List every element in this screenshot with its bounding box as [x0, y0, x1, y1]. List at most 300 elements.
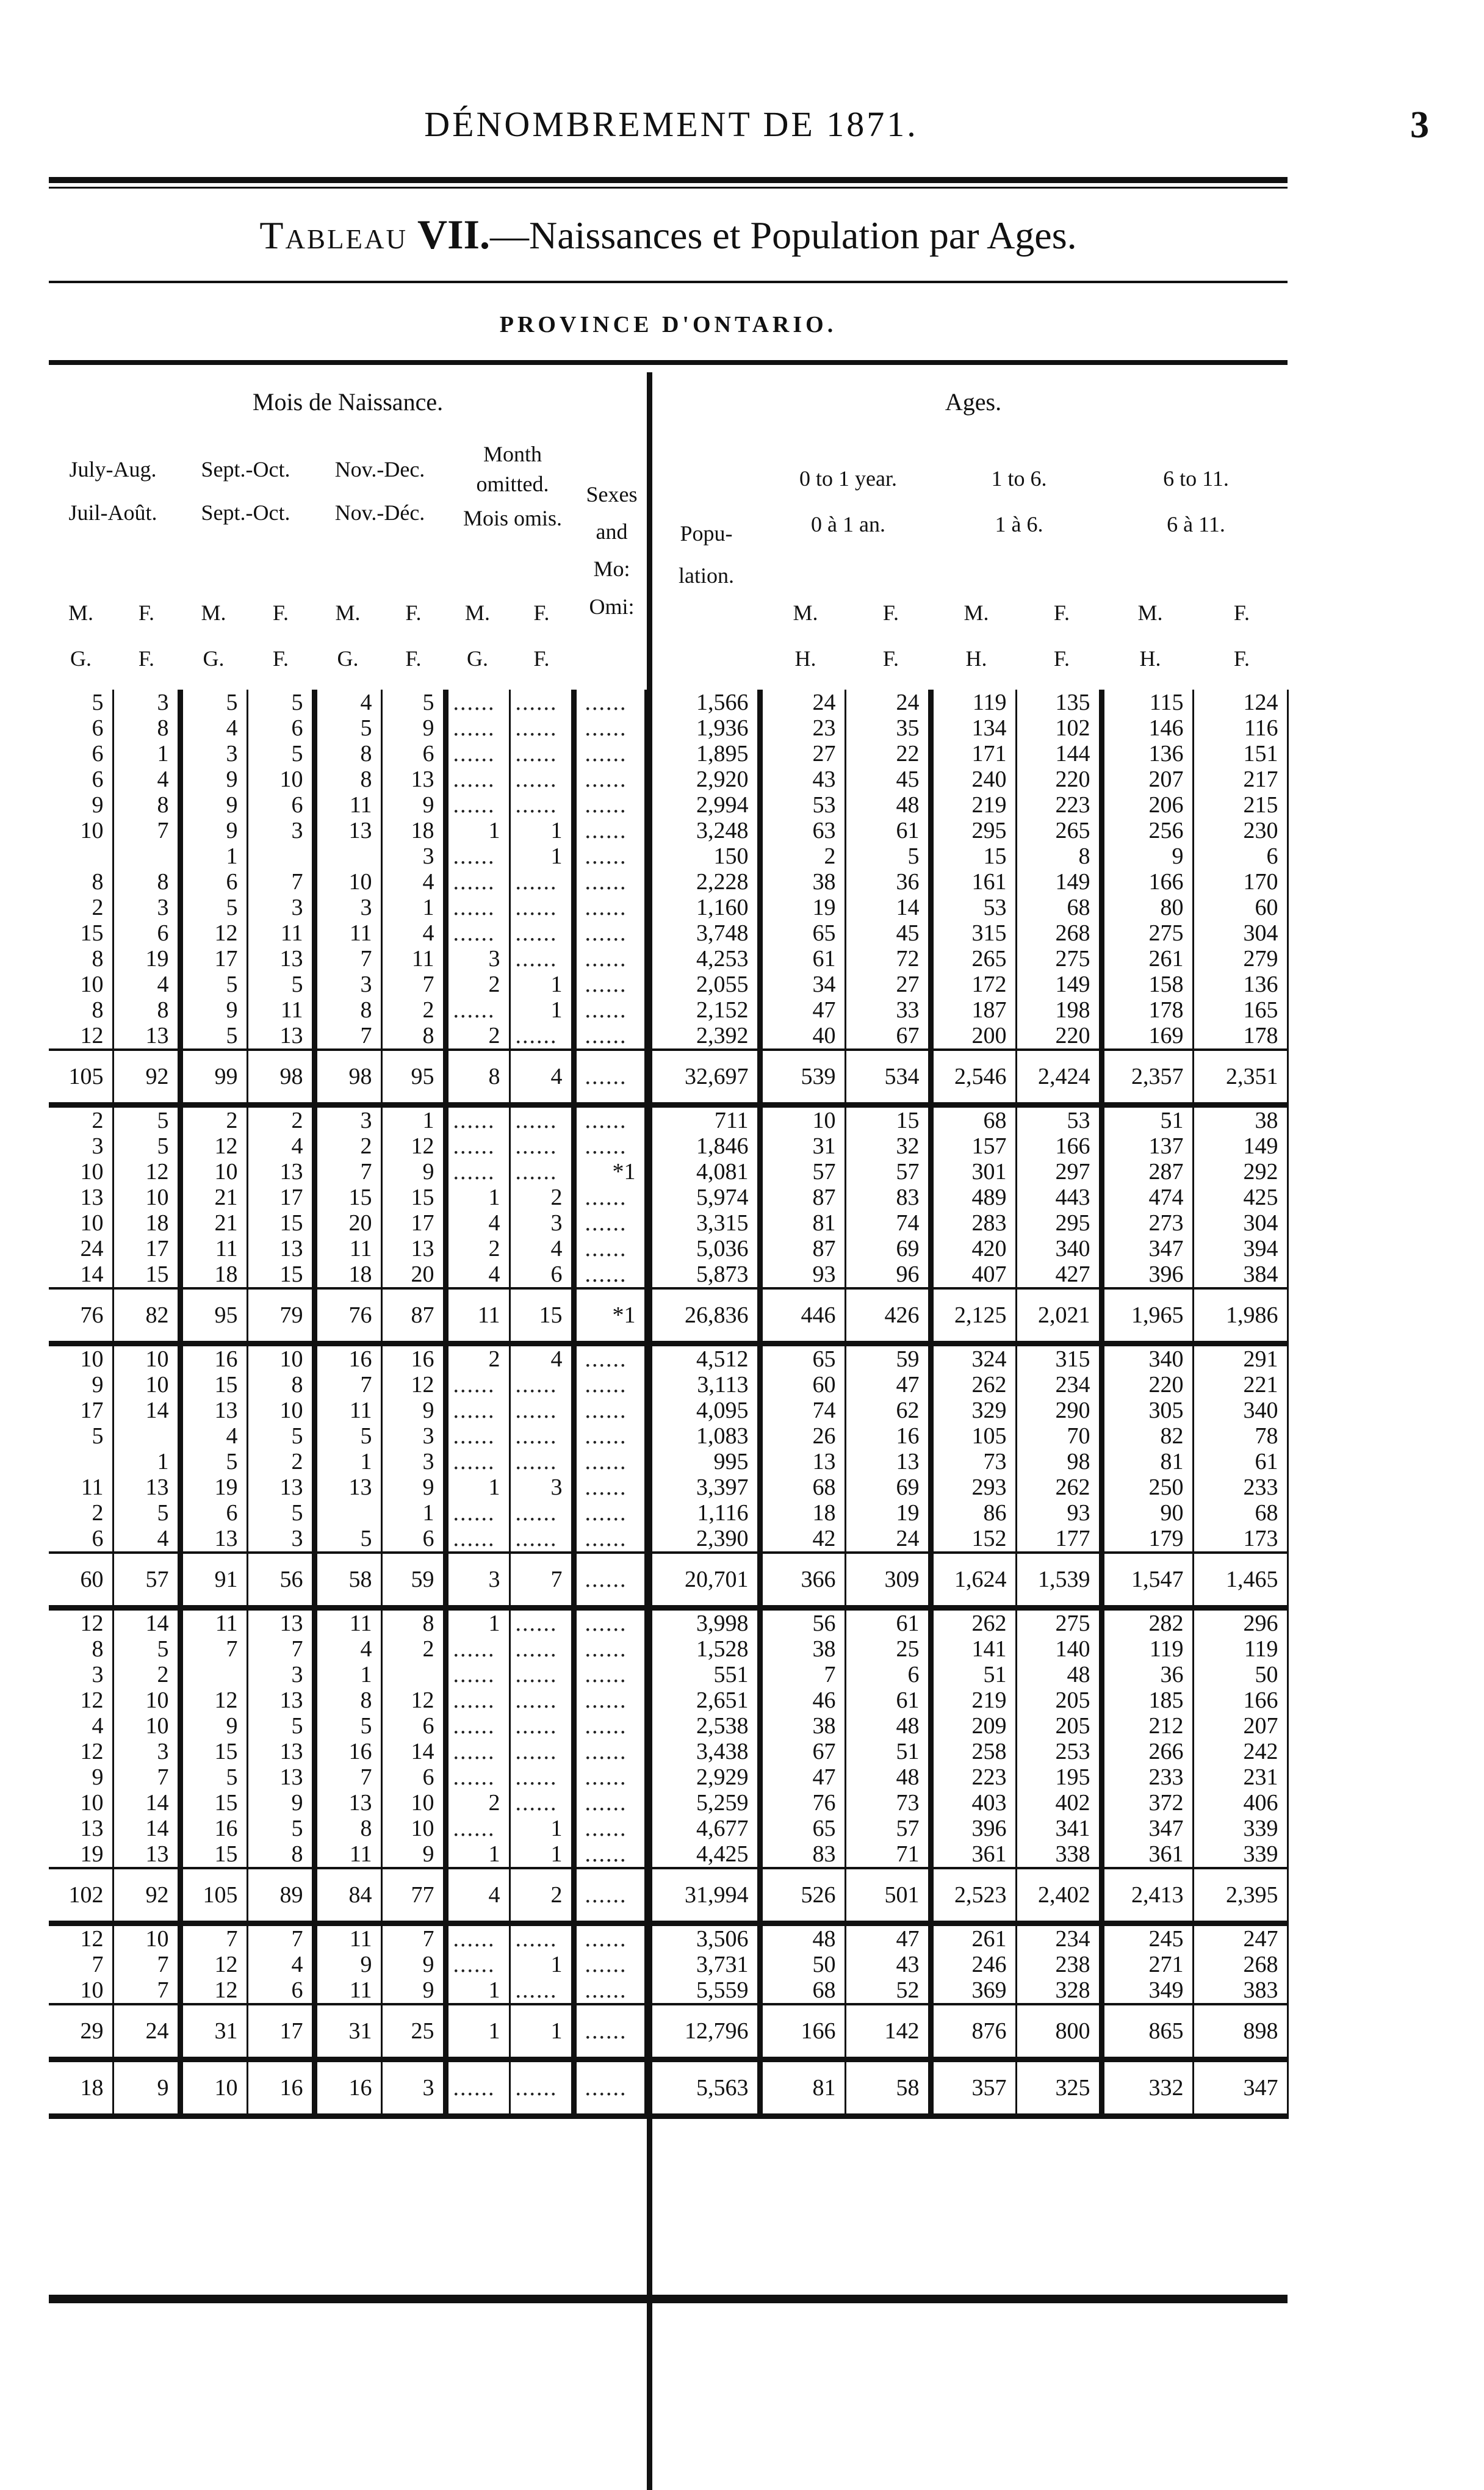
table-cell: 4	[113, 767, 180, 792]
birth-months-label: Mois de Naissance.	[252, 388, 444, 416]
running-title: DÉNOMBREMENT DE 1871.	[424, 104, 918, 144]
table-cell: 8	[113, 997, 180, 1023]
table-cell: ......	[574, 1526, 647, 1553]
table-cell: 2	[247, 1449, 314, 1474]
table-cell: 3	[445, 1553, 510, 1608]
table-cell: 61	[845, 1687, 931, 1713]
table-cell: 5	[247, 1816, 314, 1841]
table-cell: 15	[113, 1261, 180, 1288]
table-cell: 539	[760, 1050, 845, 1105]
table-cell: 80	[1101, 895, 1193, 920]
table-cell: 18	[180, 1261, 247, 1288]
table-cell: 357	[931, 2060, 1016, 2116]
table-cell: 4,677	[647, 1816, 760, 1841]
table-cell: 443	[1016, 1185, 1101, 1210]
table-cell: 6	[381, 1526, 445, 1553]
table-cell: 3	[314, 1105, 381, 1134]
table-cell: 297	[1016, 1159, 1101, 1185]
table-row	[49, 1159, 1288, 1185]
table-cell: 1	[180, 843, 247, 869]
table-cell: 9	[381, 792, 445, 818]
table-cell: 93	[1016, 1500, 1101, 1526]
head-omitted: Month omitted. Mois omis.	[463, 442, 563, 531]
table-cell: 185	[1101, 1687, 1193, 1713]
table-cell: 13	[314, 818, 381, 843]
table-cell: 2	[510, 1868, 574, 1924]
table-cell: 11	[381, 946, 445, 972]
province-heading: PROVINCE D'ONTARIO.	[499, 312, 837, 337]
table-cell: 3,998	[647, 1608, 760, 1637]
table-cell: 12	[381, 1687, 445, 1713]
table-cell: 10	[49, 818, 113, 843]
table-cell: 24	[49, 1236, 113, 1261]
table-cell: 173	[1193, 1526, 1288, 1553]
table-cell: 60	[49, 1553, 113, 1608]
table-cell: 12	[180, 1687, 247, 1713]
table-cell: ......	[574, 690, 647, 715]
table-cell: 4	[314, 690, 381, 715]
total-row	[49, 2004, 1288, 2060]
table-cell: 4	[510, 1344, 574, 1373]
table-cell: 328	[1016, 1977, 1101, 2004]
table-cell: 69	[845, 1474, 931, 1500]
table-cell: 247	[1193, 1924, 1288, 1952]
table-row	[49, 1105, 1288, 1134]
table-cell: ......	[574, 895, 647, 920]
table-cell: 340	[1193, 1398, 1288, 1423]
table-cell: 5	[180, 895, 247, 920]
table-cell: ......	[445, 843, 510, 869]
table-cell: 1,846	[647, 1133, 760, 1159]
table-cell: 11	[247, 997, 314, 1023]
table-cell: 403	[931, 1790, 1016, 1816]
table-cell: 12	[180, 1977, 247, 2004]
table-row	[49, 1816, 1288, 1841]
table-row	[49, 997, 1288, 1023]
table-row	[49, 1210, 1288, 1236]
table-cell: 7	[113, 818, 180, 843]
table-cell: 5	[113, 1636, 180, 1662]
table-cell: 4	[381, 869, 445, 895]
table-cell: 501	[845, 1868, 931, 1924]
total-row	[49, 1868, 1288, 1924]
table-cell: 74	[845, 1210, 931, 1236]
table-cell: 78	[1193, 1423, 1288, 1449]
table-row	[49, 1449, 1288, 1474]
table-cell: 1,465	[1193, 1553, 1288, 1608]
table-cell: 98	[314, 1050, 381, 1105]
table-cell: 2,424	[1016, 1050, 1101, 1105]
table-cell: 2,523	[931, 1868, 1016, 1924]
table-cell: 18	[381, 818, 445, 843]
table-cell: 90	[1101, 1500, 1193, 1526]
table-cell: ......	[510, 690, 574, 715]
table-cell: 261	[931, 1924, 1016, 1952]
table-cell: 2,651	[647, 1687, 760, 1713]
table-cell: 8	[314, 1687, 381, 1713]
table-cell: 384	[1193, 1261, 1288, 1288]
table-cell: 9	[381, 1159, 445, 1185]
table-cell: ......	[574, 1952, 647, 1977]
table-cell: 230	[1193, 818, 1288, 843]
table-cell: 47	[760, 997, 845, 1023]
table-cell: 4	[381, 920, 445, 946]
table-cell: 5	[845, 843, 931, 869]
table-cell: 51	[1101, 1105, 1193, 1134]
table-cell: ......	[510, 1372, 574, 1398]
table-cell: 151	[1193, 741, 1288, 767]
table-cell: 7	[247, 869, 314, 895]
table-cell: 283	[931, 1210, 1016, 1236]
table-cell: 161	[931, 869, 1016, 895]
table-cell: 551	[647, 1662, 760, 1687]
table-cell: 2	[445, 1236, 510, 1261]
table-row	[49, 792, 1288, 818]
table-cell: 10	[760, 1105, 845, 1134]
table-cell: 32	[845, 1133, 931, 1159]
table-cell: 4	[49, 1713, 113, 1739]
table-cell: 7	[510, 1553, 574, 1608]
table-cell: 141	[931, 1636, 1016, 1662]
table-cell: ......	[574, 1398, 647, 1423]
table-cell: 8	[314, 1816, 381, 1841]
table-cell: 9	[381, 715, 445, 741]
table-cell: 67	[845, 1023, 931, 1050]
table-cell: ......	[445, 1159, 510, 1185]
table-cell: 31	[314, 2004, 381, 2060]
table-cell: ......	[510, 1398, 574, 1423]
table-cell: 5	[381, 690, 445, 715]
table-cell: 2,351	[1193, 1050, 1288, 1105]
table-cell: 62	[845, 1398, 931, 1423]
sex-head-age-4: M. H.	[1137, 601, 1163, 671]
table-cell: 7	[49, 1952, 113, 1977]
table-cell: 273	[1101, 1210, 1193, 1236]
table-cell: 15	[931, 843, 1016, 869]
top-rule-thin	[49, 187, 1288, 189]
table-cell: 4	[510, 1236, 574, 1261]
table-cell: 57	[113, 1553, 180, 1608]
table-cell: 1,083	[647, 1423, 760, 1449]
table-cell: ......	[445, 1636, 510, 1662]
total-row	[49, 1553, 1288, 1608]
table-cell: 2,402	[1016, 1868, 1101, 1924]
table-cell: 295	[1016, 1210, 1101, 1236]
table-cell: ......	[445, 792, 510, 818]
table-cell: 7	[381, 972, 445, 997]
table-cell: 2	[445, 1344, 510, 1373]
table-cell: 12	[49, 1739, 113, 1764]
table-cell: 5	[247, 741, 314, 767]
table-cell: 47	[845, 1372, 931, 1398]
table-cell: 10	[49, 1344, 113, 1373]
table-cell: 19	[760, 895, 845, 920]
table-cell: 116	[1193, 715, 1288, 741]
table-cell: 61	[845, 818, 931, 843]
table-cell: 12	[180, 1133, 247, 1159]
table-cell: 4	[445, 1261, 510, 1288]
table-cell: 15	[49, 920, 113, 946]
table-cell: 361	[931, 1841, 1016, 1868]
table-cell: 2	[113, 1662, 180, 1687]
table-cell: ......	[510, 1662, 574, 1687]
table-cell: 394	[1193, 1236, 1288, 1261]
table-cell: 291	[1193, 1344, 1288, 1373]
table-cell: 212	[1101, 1713, 1193, 1739]
table-cell: 2,390	[647, 1526, 760, 1553]
table-row	[49, 767, 1288, 792]
table-cell: 149	[1193, 1133, 1288, 1159]
table-cell: 6	[180, 1500, 247, 1526]
table-cell: 3,506	[647, 1924, 760, 1952]
table-cell: 38	[760, 1636, 845, 1662]
table-cell: 178	[1193, 1023, 1288, 1050]
table-cell: ......	[574, 741, 647, 767]
table-cell: 4	[445, 1210, 510, 1236]
table-cell: 14	[381, 1739, 445, 1764]
table-cell: 7	[381, 1924, 445, 1952]
table-cell: 258	[931, 1739, 1016, 1764]
table-cell: 11	[180, 1236, 247, 1261]
table-cell: 36	[1101, 1662, 1193, 1687]
sex-head-birth-2: M. G.	[201, 601, 226, 671]
table-cell: 99	[180, 1050, 247, 1105]
table-cell: 48	[845, 1764, 931, 1790]
table-cell: 65	[760, 1816, 845, 1841]
table-cell: 17	[381, 1210, 445, 1236]
table-cell: 2	[49, 1500, 113, 1526]
table-cell: 87	[760, 1185, 845, 1210]
table-cell: 5	[113, 1105, 180, 1134]
table-cell: 489	[931, 1185, 1016, 1210]
table-cell: ......	[510, 1023, 574, 1050]
table-cell: 3,315	[647, 1210, 760, 1236]
table-cell: 268	[1016, 920, 1101, 946]
table-row	[49, 946, 1288, 972]
table-cell: 17	[180, 946, 247, 972]
table-cell: 995	[647, 1449, 760, 1474]
table-cell: 446	[760, 1288, 845, 1344]
table-cell: 10	[49, 1210, 113, 1236]
table-cell: ......	[574, 1790, 647, 1816]
table-cell: 5	[314, 1526, 381, 1553]
table-cell: 3,113	[647, 1372, 760, 1398]
table-cell: 534	[845, 1050, 931, 1105]
table-cell: 215	[1193, 792, 1288, 818]
table-cell: 12	[381, 1372, 445, 1398]
sex-head-age-3: F. F.	[1053, 601, 1070, 671]
table-cell: 15	[180, 1739, 247, 1764]
table-cell: 1	[445, 818, 510, 843]
table-cell: 7	[314, 1023, 381, 1050]
table-cell: 178	[1101, 997, 1193, 1023]
table-cell: 11	[314, 1977, 381, 2004]
table-cell: 8	[314, 741, 381, 767]
table-cell: 256	[1101, 818, 1193, 843]
table-row	[49, 1713, 1288, 1739]
table-cell: 217	[1193, 767, 1288, 792]
table-cell: 81	[760, 2060, 845, 2116]
table-cell: 8	[1016, 843, 1101, 869]
table-cell: ......	[574, 1023, 647, 1050]
table-cell: 253	[1016, 1739, 1101, 1764]
table-cell: 13	[314, 1790, 381, 1816]
table-cell: 34	[760, 972, 845, 997]
table-cell: 61	[845, 1608, 931, 1637]
table-cell: 5	[49, 1423, 113, 1449]
sex-head-birth-7: F. F.	[533, 601, 550, 671]
table-cell: 1,895	[647, 741, 760, 767]
table-cell: 1,936	[647, 715, 760, 741]
table-cell: 68	[760, 1474, 845, 1500]
head-sep-oct: Sept.-Oct. Sept.-Oct.	[201, 457, 290, 525]
table-cell: 48	[1016, 1662, 1101, 1687]
table-cell: 246	[931, 1952, 1016, 1977]
table-cell: ......	[445, 1952, 510, 1977]
table-cell: 91	[180, 1553, 247, 1608]
table-cell: 11	[445, 1288, 510, 1344]
table-cell: 8	[247, 1372, 314, 1398]
table-cell: 15	[247, 1261, 314, 1288]
table-cell: *1	[574, 1159, 647, 1185]
table-row	[49, 1236, 1288, 1261]
table-cell: ......	[510, 869, 574, 895]
table-cell: 89	[247, 1868, 314, 1924]
table-cell: 36	[845, 869, 931, 895]
table-cell: 5	[247, 972, 314, 997]
table-row	[49, 843, 1288, 869]
table-cell: 13	[180, 1398, 247, 1423]
table-cell: 10	[113, 1185, 180, 1210]
table-cell: 4,095	[647, 1398, 760, 1423]
table-cell: 23	[760, 715, 845, 741]
table-cell: 6	[247, 1977, 314, 2004]
table-cell: 240	[931, 767, 1016, 792]
table-cell: ......	[445, 1398, 510, 1423]
table-cell: 7	[314, 1764, 381, 1790]
table-cell: ......	[510, 1133, 574, 1159]
table-cell: 79	[247, 1288, 314, 1344]
table-cell: 24	[845, 1526, 931, 1553]
table-row	[49, 741, 1288, 767]
table-cell: 6	[1193, 843, 1288, 869]
table-cell: 57	[845, 1159, 931, 1185]
table-cell: 9	[381, 1952, 445, 1977]
table-cell: 136	[1193, 972, 1288, 997]
table-cell: 187	[931, 997, 1016, 1023]
table-cell: 5	[113, 1133, 180, 1159]
table-cell: 92	[113, 1050, 180, 1105]
table-cell: 209	[931, 1713, 1016, 1739]
table-cell	[314, 1500, 381, 1526]
table-cell: 340	[1016, 1236, 1101, 1261]
table-cell: ......	[510, 895, 574, 920]
table-cell: 6	[247, 792, 314, 818]
table-cell: 865	[1101, 2004, 1193, 2060]
table-cell: ......	[574, 1344, 647, 1373]
table-cell: 134	[931, 715, 1016, 741]
table-cell: 59	[381, 1553, 445, 1608]
table-cell: 13	[247, 1739, 314, 1764]
table-cell: 2	[247, 1105, 314, 1134]
total-row	[49, 2060, 1288, 2116]
table-cell: 84	[314, 1868, 381, 1924]
table-cell: 26	[760, 1423, 845, 1449]
table-cell: 425	[1193, 1185, 1288, 1210]
table-cell: 7	[314, 1372, 381, 1398]
table-cell: 12	[113, 1159, 180, 1185]
table-cell: 8	[247, 1841, 314, 1868]
sex-head-birth-3: F. F.	[272, 601, 289, 671]
table-row	[49, 690, 1288, 715]
table-row	[49, 1662, 1288, 1687]
table-cell	[314, 843, 381, 869]
table-cell: 15	[180, 1790, 247, 1816]
table-cell: 17	[247, 2004, 314, 2060]
table-cell: 18	[113, 1210, 180, 1236]
table-cell: ......	[574, 1713, 647, 1739]
table-cell: 1,160	[647, 895, 760, 920]
table-cell: 53	[931, 895, 1016, 920]
table-cell: ......	[574, 920, 647, 946]
table-cell	[247, 843, 314, 869]
table-cell: 124	[1193, 690, 1288, 715]
table-cell: 8	[113, 715, 180, 741]
table-cell: 105	[931, 1423, 1016, 1449]
table-cell: 47	[845, 1924, 931, 1952]
table-cell: 4	[180, 1423, 247, 1449]
table-cell: 60	[1193, 895, 1288, 920]
table-cell: 800	[1016, 2004, 1101, 2060]
table-cell: 9	[381, 1474, 445, 1500]
table-cell: 2	[381, 1636, 445, 1662]
table-cell: 140	[1016, 1636, 1101, 1662]
table-cell: 474	[1101, 1185, 1193, 1210]
table-cell: ......	[445, 1105, 510, 1134]
table-cell: 20,701	[647, 1553, 760, 1608]
table-cell: 5	[180, 972, 247, 997]
total-row	[49, 1050, 1288, 1105]
table-cell: 366	[760, 1553, 845, 1608]
table-cell: 292	[1193, 1159, 1288, 1185]
table-cell: 3	[314, 895, 381, 920]
table-cell: 38	[760, 1713, 845, 1739]
table-cell: 13	[180, 1526, 247, 1553]
table-cell: 27	[845, 972, 931, 997]
table-cell: ......	[445, 1133, 510, 1159]
table-cell: ......	[510, 1526, 574, 1553]
table-cell: 3	[113, 690, 180, 715]
table-cell: 1	[314, 1662, 381, 1687]
table-cell: 3	[381, 1449, 445, 1474]
head-age-0-1: 0 to 1 year. 0 à 1 an.	[799, 466, 897, 536]
table-cell: 4	[445, 1868, 510, 1924]
table-cell: 24	[760, 690, 845, 715]
table-cell: 219	[931, 1687, 1016, 1713]
table-cell: 296	[1193, 1608, 1288, 1637]
table-cell: 5,563	[647, 2060, 760, 2116]
table-cell: 10	[314, 869, 381, 895]
table-cell: 61	[760, 946, 845, 972]
table-cell: 325	[1016, 2060, 1101, 2116]
table-cell: 6	[49, 715, 113, 741]
table-cell: 15	[381, 1185, 445, 1210]
sex-head-birth-1: F. F.	[138, 601, 155, 671]
table-cell: 349	[1101, 1977, 1193, 2004]
table-cell: 71	[845, 1841, 931, 1868]
table-cell: ......	[574, 1636, 647, 1662]
table-cell: 13	[113, 1841, 180, 1868]
